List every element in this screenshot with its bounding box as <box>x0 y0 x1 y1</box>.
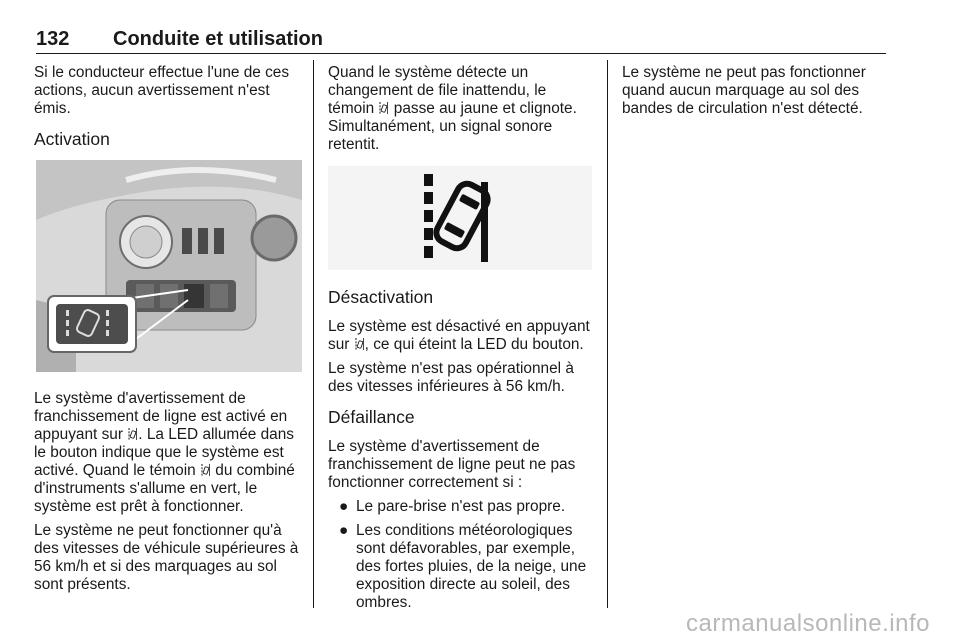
chapter-title: Conduite et utilisation <box>113 28 323 50</box>
bullet-icon: ● <box>339 522 349 539</box>
activation-heading: Activation <box>34 129 110 149</box>
column-3 <box>622 64 890 124</box>
activation-paragraph: Le système d'avertissement de franchissement de ligne est activé en appuyant sur . La LED allumée dans le bouton indique que le système est activé. Quand le témoin du combiné d'instruments s'allume en vert, le système est prêt à fonctionner. <box>34 390 295 515</box>
column-divider <box>607 60 608 608</box>
column-1 <box>34 64 302 600</box>
lane-departure-icon <box>379 102 388 114</box>
deactivation-paragraph: Le système est désactivé en appuyant sur , ce qui éteint la LED du bouton. <box>328 318 590 353</box>
lane-departure-icon <box>201 464 210 476</box>
failure-paragraph: Le système d'avertissement de franchissement de ligne peut ne pas fonctionner correctement si : <box>328 438 576 491</box>
list-item: ● Le pare-brise n'est pas propre. <box>339 498 566 515</box>
list-item: ● Les conditions météorologiques sont défavorables, par exemple, des fortes pluies, de la neige, une exposition directe au soleil, des ombres. <box>339 522 587 611</box>
column-divider <box>313 60 314 608</box>
speed-condition-paragraph: Le système ne peut fonctionner qu'à des vitesses de véhicule supérieures à 56 km/h et si des marquages au sol sont présents. <box>34 522 299 593</box>
failure-heading: Défaillance <box>328 407 415 427</box>
page-number: 132 <box>36 28 70 50</box>
lane-departure-icon <box>355 338 364 350</box>
page-header <box>36 28 886 50</box>
deactivation-heading: Désactivation <box>328 287 434 307</box>
column-2 <box>328 64 596 618</box>
no-markings-paragraph: Le système ne peut pas fonctionner quand aucun marquage au sol des bandes de circulation n'est détecté. <box>622 64 866 117</box>
lane-departure-icon <box>128 428 137 440</box>
lane-departure-warning-icon <box>328 166 592 270</box>
low-speed-paragraph: Le système n'est pas opérationnel à des vitesses inférieures à 56 km/h. <box>328 360 574 395</box>
bullet-icon: ● <box>339 498 349 515</box>
failure-conditions-list <box>328 498 596 612</box>
watermark: carmanualsonline.info <box>686 610 930 637</box>
warning-paragraph: Quand le système détecte un changement de file inattendu, le témoin passe au jaune et clignote. Simultanément, un signal sonore retentit. <box>328 64 577 153</box>
header-rule <box>36 53 886 54</box>
intro-paragraph: Si le conducteur effectue l'une de ces actions, aucun avertissement n'est émis. <box>34 64 290 117</box>
dashboard-button-photo <box>36 160 302 372</box>
